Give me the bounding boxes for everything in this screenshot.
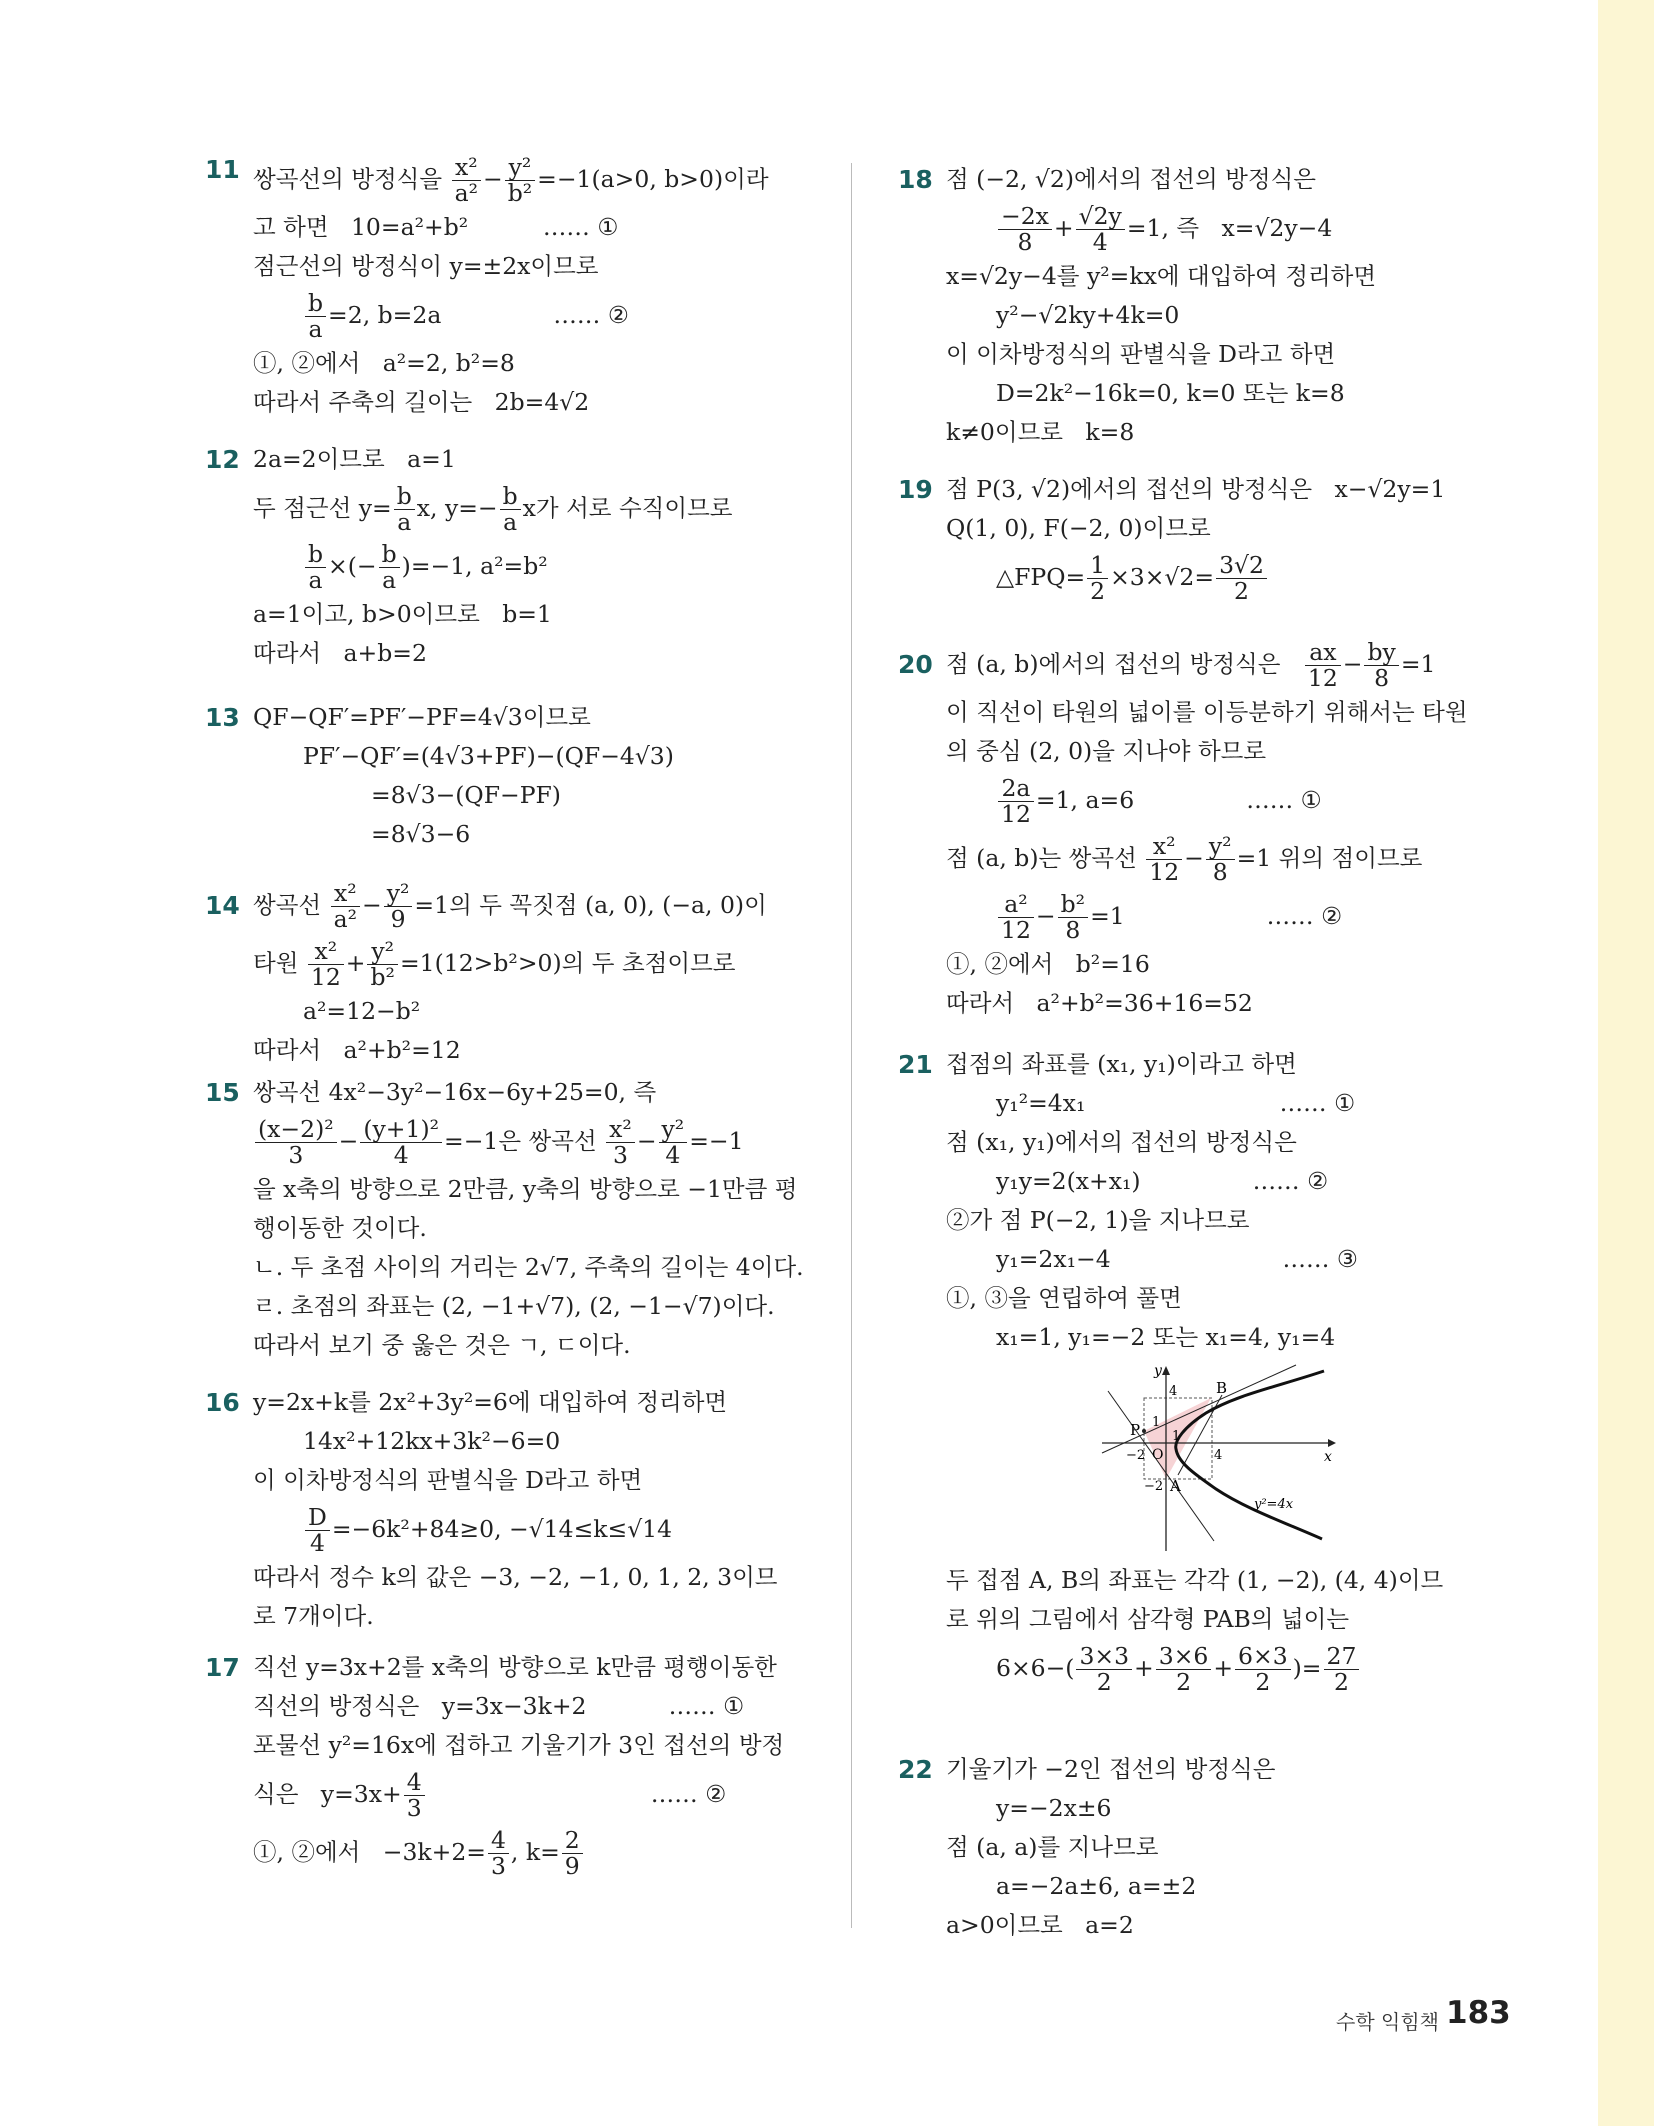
solution-line: △FPQ= $\frac{1}{2}$ ×3×√2= $\frac{3√2}{2}$ [946, 548, 1503, 606]
tangent-line-pb [1102, 1365, 1296, 1453]
problem-number: 14 [205, 891, 240, 920]
solution-line: y=−2x±6 [996, 1794, 1112, 1822]
problem-number: 15 [205, 1078, 240, 1107]
solution-line: D=2k²−16k=0, k=0 또는 k=8 [996, 379, 1345, 407]
solution-line: QF−QF′=PF′−PF=4√3이므로 [253, 703, 591, 731]
problem-15 [205, 1073, 810, 1383]
tick-label-neg2y: −2 [1144, 1479, 1164, 1494]
solution-line: $\frac{2a}{12}$ =1, a=6 …… ① [946, 771, 1503, 829]
solution-line: 따라서 정수 k의 값은 −3, −2, −1, 0, 1, 2, 3이므 [253, 1563, 778, 1591]
fraction: $\frac{4}{3}$ [488, 1828, 509, 1878]
fraction: $\frac{6\times 3}{2}$ [1235, 1644, 1291, 1694]
fraction: $\frac{\text{y²}}{\text{b²}}$ [505, 155, 535, 205]
solution-line: 포물선 y²=16x에 접하고 기울기가 3인 접선의 방정 [253, 1731, 785, 1759]
fraction: $\frac{b}{a}$ [305, 542, 326, 592]
solution-line: a=−2a±6, a=±2 [996, 1872, 1197, 1900]
solution-line: $\frac{b}{a}$ ×(− $\frac{b}{a}$ )=−1, a²=b² [253, 537, 810, 595]
fraction: $\frac{b}{a}$ [500, 484, 521, 534]
solution-line: 점 (−2, √2)에서의 접선의 방정식은 [946, 165, 1316, 193]
solution-line: Q(1, 0), F(−2, 0)이므로 [946, 514, 1211, 542]
x-axis-label: x [1324, 1449, 1332, 1465]
solution-line: y₁²=4x₁ …… ① [996, 1089, 1356, 1117]
fraction: $\frac{D}{4}$ [305, 1505, 330, 1555]
left-column [205, 153, 810, 1881]
fraction: $\frac{3√2}{2}$ [1216, 553, 1267, 603]
solution-line: $\frac{-2x}{8}$ + $\frac{√2y}{4}$ =1, 즉 x=√2y−4 [946, 199, 1503, 257]
fraction: $\frac{\text{y²}}{\text{b²}}$ [367, 939, 397, 989]
solution-line: ㄴ. 두 초점 사이의 거리는 2√7, 주축의 길이는 4이다. [253, 1253, 804, 1281]
column-divider [851, 163, 852, 1928]
page-number: 183 [1446, 1995, 1511, 2031]
solution-line: =8√3−6 [371, 820, 471, 848]
tick-label-neg2x: −2 [1126, 1448, 1146, 1463]
solution-line: 점 P(3, √2)에서의 접선의 방정식은 x−√2y=1 [946, 475, 1446, 503]
problem-14 [205, 876, 810, 1073]
solution-line: 따라서 a²+b²=12 [253, 1036, 461, 1064]
y-axis-arrow [1162, 1366, 1170, 1375]
fraction: $\frac{-2x}{8}$ [998, 204, 1052, 254]
fraction: $\frac{\text{y²}}{9}$ [384, 881, 413, 931]
problem-number: 22 [898, 1755, 933, 1784]
solution-line: y=2x+k를 2x²+3y²=6에 대입하여 정리하면 [253, 1388, 728, 1416]
solution-line: 점 (a, b)는 쌍곡선 $\frac{\text{x²}}{12}$ − $\frac{\text{y²}}{8}$ =1 위의 점이므로 [946, 832, 1423, 886]
fraction: $\frac{\text{x²}}{12}$ [1146, 834, 1182, 884]
solution-line: a=1이고, b>0이므로 b=1 [253, 600, 552, 628]
problem-number: 12 [205, 445, 240, 474]
fraction: $\frac{27}{2}$ [1324, 1644, 1360, 1694]
fraction: $\frac{b}{a}$ [379, 542, 400, 592]
fraction: $\frac{\text{(x−2)²}}{3}$ [255, 1117, 337, 1167]
solution-line: 따라서 주축의 길이는 2b=4√2 [253, 388, 590, 416]
solution-line: 쌍곡선 4x²−3y²−16x−6y+25=0, 즉 [253, 1078, 657, 1106]
point-p-label: P [1130, 1421, 1141, 1439]
solution-line: 을 x축의 방향으로 2만큼, y축의 방향으로 −1만큼 평 [253, 1175, 798, 1203]
point-p [1142, 1429, 1146, 1433]
solution-line: PF′−QF′=(4√3+PF)−(QF−4√3) [303, 742, 674, 770]
solution-line: 점 (a, a)를 지나므로 [946, 1833, 1159, 1861]
page-margin-band [1598, 0, 1654, 2126]
solution-line: 직선 y=3x+2를 x축의 방향으로 k만큼 평행이동한 [253, 1653, 777, 1681]
problem-11 [205, 150, 810, 440]
fraction: $\frac{\text{(y+1)²}}{4}$ [360, 1117, 442, 1167]
fraction: $\frac{\text{a²}}{12}$ [998, 892, 1034, 942]
problem-17 [205, 1648, 810, 1881]
fraction: $\frac{\text{x²}}{\text{a²}}$ [452, 155, 481, 205]
problem-number: 11 [205, 155, 240, 184]
solution-line: x₁=1, y₁=−2 또는 x₁=4, y₁=4 [996, 1323, 1336, 1351]
fraction: $\frac{\text{y²}}{8}$ [1206, 834, 1235, 884]
solution-line: ①, ②에서 b²=16 [946, 950, 1150, 978]
point-b-label: B [1216, 1379, 1228, 1397]
problem-number: 21 [898, 1050, 933, 1079]
solution-line: 이 직선이 타원의 넓이를 이등분하기 위해서는 타원 [946, 698, 1468, 726]
solution-line: ①, ②에서 a²=2, b²=8 [253, 349, 515, 377]
x-axis-arrow [1328, 1439, 1336, 1447]
solution-line: 두 접점 A, B의 좌표는 각각 (1, −2), (4, 4)이므 [946, 1566, 1444, 1594]
solution-line: 식은 y=3x+ $\frac{4}{3}$ …… ② [253, 1768, 727, 1822]
solution-line: ②가 점 P(−2, 1)을 지나므로 [946, 1206, 1250, 1234]
solution-line: 이 이차방정식의 판별식을 D라고 하면 [253, 1466, 643, 1494]
solution-line: y₁y=2(x+x₁) …… ② [996, 1167, 1329, 1195]
problem-13 [205, 698, 810, 876]
solution-line: 접점의 좌표를 (x₁, y₁)이라고 하면 [946, 1050, 1297, 1078]
solution-line: 행이동한 것이다. [253, 1214, 427, 1242]
right-column [898, 160, 1503, 1945]
solution-line: y₁=2x₁−4 …… ③ [996, 1245, 1359, 1273]
y-axis-label: y [1154, 1363, 1162, 1379]
problem-22 [898, 1750, 1503, 1945]
problem-number: 16 [205, 1388, 240, 1417]
problem-number: 20 [898, 650, 933, 679]
solution-line: 로 7개이다. [253, 1602, 374, 1630]
solution-line: 쌍곡선의 방정식을 $\frac{\text{x²}}{\text{a²}}$ − $\frac{\text{y²}}{\text{b²}}$ =−1(a>0, b>0)이라 [253, 153, 769, 207]
solution-line: 점근선의 방정식이 y=±2x이므로 [253, 252, 599, 280]
fraction: $\frac{1}{2}$ [1087, 553, 1108, 603]
problem-number: 13 [205, 703, 240, 732]
solution-line: k≠0이므로 k=8 [946, 418, 1135, 446]
fraction: $\frac{3\times 6}{2}$ [1156, 1644, 1212, 1694]
fraction: $\frac{4}{3}$ [404, 1770, 425, 1820]
solution-line: 고 하면 10=a²+b² …… ① [253, 213, 619, 241]
fraction: $\frac{\text{x²}}{3}$ [606, 1117, 635, 1167]
fraction: $\frac{\text{y²}}{4}$ [659, 1117, 688, 1167]
solution-line: 2a=2이므로 a=1 [253, 445, 456, 473]
solution-line: ①, ②에서 −3k+2= $\frac{4}{3}$ , k= $\frac{2}{9}$ [253, 1823, 810, 1881]
curve-equation-label: y²=4x [1254, 1497, 1294, 1512]
fraction: $\frac{ax}{12}$ [1305, 640, 1341, 690]
fraction: $\frac{\text{b²}}{8}$ [1058, 892, 1088, 942]
problem-21 [898, 1045, 1503, 1750]
tick-label-4y: 4 [1169, 1384, 1178, 1399]
solution-line: 6×6−( $\frac{3\times 3}{2}$ + $\frac{3\times 6}{2}$ + $\frac{6\times 3}{2}$ )= $\frac{27}{2}$ [946, 1639, 1503, 1697]
solution-line: ㄹ. 초점의 좌표는 (2, −1+√7), (2, −1−√7)이다. [253, 1292, 775, 1320]
solution-line: 쌍곡선 $\frac{\text{x²}}{\text{a²}}$ − $\frac{\text{y²}}{9}$ =1의 두 꼭짓점 (a, 0), (−a, 0)이 [253, 879, 767, 933]
fraction: $\frac{b}{a}$ [394, 484, 415, 534]
solution-line: 따라서 a+b=2 [253, 639, 427, 667]
fraction: $\frac{b}{a}$ [305, 291, 326, 341]
problem-16 [205, 1383, 810, 1648]
solution-line: $\frac{\text{a²}}{12}$ − $\frac{\text{b²}}{8}$ =1 …… ② [946, 887, 1503, 945]
book-title: 수학 익힘책 [1336, 2010, 1439, 2034]
solution-line: a²=12−b² [303, 997, 421, 1025]
tick-label-1y: 1 [1152, 1415, 1161, 1430]
fraction: $\frac{\text{x²}}{\text{a²}}$ [331, 881, 360, 931]
problem-number: 17 [205, 1653, 240, 1682]
problem-19 [898, 470, 1503, 635]
origin-label: O [1152, 1447, 1164, 1463]
problem-18 [898, 160, 1503, 470]
solution-line: 이 이차방정식의 판별식을 D라고 하면 [946, 340, 1336, 368]
solution-line: 점 (a, b)에서의 접선의 방정식은 $\frac{ax}{12}$ − $\frac{by}{8}$ =1 [946, 638, 1436, 692]
solution-line: 의 중심 (2, 0)을 지나야 하므로 [946, 737, 1267, 765]
problem-number: 19 [898, 475, 933, 504]
solution-line: 직선의 방정식은 y=3x−3k+2 …… ① [253, 1692, 745, 1720]
fraction: $\frac{√2y}{4}$ [1076, 204, 1125, 254]
parabola-curve [1176, 1371, 1324, 1539]
solution-line: 따라서 보기 중 옳은 것은 ㄱ, ㄷ이다. [253, 1331, 631, 1359]
point-a-label: A [1170, 1477, 1181, 1495]
solution-line: $\frac{\text{(x−2)²}}{3}$ − $\frac{\text{(y+1)²}}{4}$ =−1은 쌍곡선 $\frac{\text{x²}}{3}$ − $\frac{\text{y²}}{4}$ =−1 [253, 1112, 810, 1170]
fraction: $\frac{3\times 3}{2}$ [1076, 1644, 1132, 1694]
solution-line: $\frac{D}{4}$ =−6k²+84≥0, −√14≤k≤√14 [253, 1500, 810, 1558]
solution-line: 로 위의 그림에서 삼각형 PAB의 넓이는 [946, 1605, 1350, 1633]
solution-line: 14x²+12kx+3k²−6=0 [303, 1427, 561, 1455]
solution-line: y²−√2ky+4k=0 [996, 301, 1180, 329]
tick-label-4x: 4 [1214, 1448, 1223, 1463]
fraction: $\frac{2}{9}$ [562, 1828, 583, 1878]
problem-20 [898, 635, 1503, 1045]
solution-line: $\frac{b}{a}$ =2, b=2a …… ② [253, 286, 810, 344]
solution-line: =8√3−(QF−PF) [371, 781, 561, 809]
solution-line: 따라서 a²+b²=36+16=52 [946, 989, 1253, 1017]
solution-line: ①, ③을 연립하여 풀면 [946, 1284, 1182, 1312]
solution-line: 타원 $\frac{\text{x²}}{12}$ + $\frac{\text{y²}}{\text{b²}}$ =1(12>b²>0)의 두 초점이므로 [253, 937, 736, 991]
fraction: $\frac{2a}{12}$ [998, 776, 1034, 826]
solution-line: a>0이므로 a=2 [946, 1911, 1134, 1939]
problem-12 [205, 440, 810, 698]
fraction: $\frac{\text{x²}}{12}$ [308, 939, 344, 989]
solution-line: 점 (x₁, y₁)에서의 접선의 방정식은 [946, 1128, 1297, 1156]
solution-line: x=√2y−4를 y²=kx에 대입하여 정리하면 [946, 262, 1377, 290]
problem-number: 18 [898, 165, 933, 194]
tick-label-1x: 1 [1172, 1429, 1181, 1444]
fraction: $\frac{by}{8}$ [1364, 640, 1398, 690]
solution-line: 두 점근선 y= $\frac{b}{a}$ x, y=− $\frac{b}{a}$ x가 서로 수직이므로 [253, 482, 733, 536]
solution-line: 기울기가 −2인 접선의 방정식은 [946, 1755, 1276, 1783]
parabola-tangent-graph [1096, 1363, 1336, 1553]
